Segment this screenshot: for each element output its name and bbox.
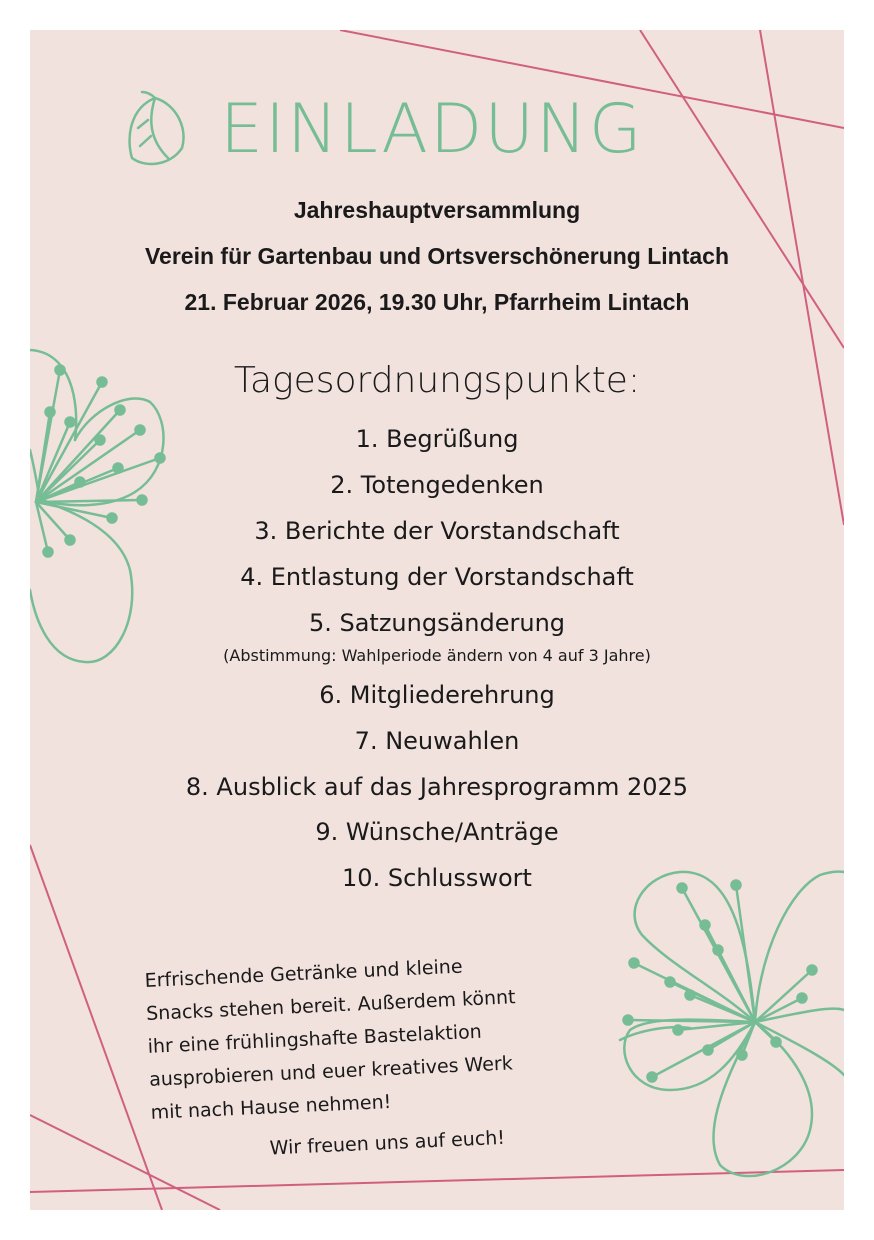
agenda-item: 9. Wünsche/Anträge bbox=[315, 818, 559, 846]
note-line: Snacks stehen bereit. Außerdem könnt bbox=[145, 986, 516, 1025]
invitation-sheet bbox=[30, 30, 844, 1210]
agenda-item: 6. Mitgliederehrung bbox=[319, 681, 555, 709]
agenda-item: 10. Schlusswort bbox=[342, 864, 532, 892]
closing-line: Wir freuen uns auf euch! bbox=[269, 1126, 506, 1160]
agenda-item: 2. Totengedenken bbox=[330, 471, 544, 499]
invitation-title: EINLADUNG bbox=[220, 90, 644, 169]
note-line: mit nach Hause nehmen! bbox=[150, 1090, 392, 1124]
note-line: Erfrischende Getränke und kleine bbox=[144, 955, 463, 992]
leaf-icon bbox=[130, 92, 184, 164]
info-note bbox=[144, 944, 623, 1171]
note-line: ausprobieren und euer kreatives Werk bbox=[148, 1052, 514, 1091]
date-location: 21. Februar 2026, 19.30 Uhr, Pfarrheim Lintach bbox=[184, 289, 690, 315]
agenda-item: 4. Entlastung der Vorstandschaft bbox=[240, 563, 634, 591]
agenda-item-note: (Abstimmung: Wahlperiode ändern von 4 auf 3 Jahre) bbox=[223, 646, 651, 665]
agenda-item: 8. Ausblick auf das Jahresprogramm 2025 bbox=[185, 773, 689, 801]
agenda-item: 1. Begrüßung bbox=[355, 425, 519, 453]
meeting-name: Jahreshauptversammlung bbox=[293, 197, 581, 223]
agenda-item: 3. Berichte der Vorstandschaft bbox=[254, 517, 620, 545]
note-line: ihr eine frühlingshafte Bastelaktion bbox=[147, 1020, 483, 1058]
club-name: Verein für Gartenbau und Ortsverschönerung Lintach bbox=[144, 243, 730, 269]
agenda-item: 7. Neuwahlen bbox=[354, 727, 520, 755]
agenda-heading: Tagesordnungspunkte: bbox=[233, 360, 641, 401]
agenda-item: 5. Satzungsänderung bbox=[308, 609, 566, 637]
